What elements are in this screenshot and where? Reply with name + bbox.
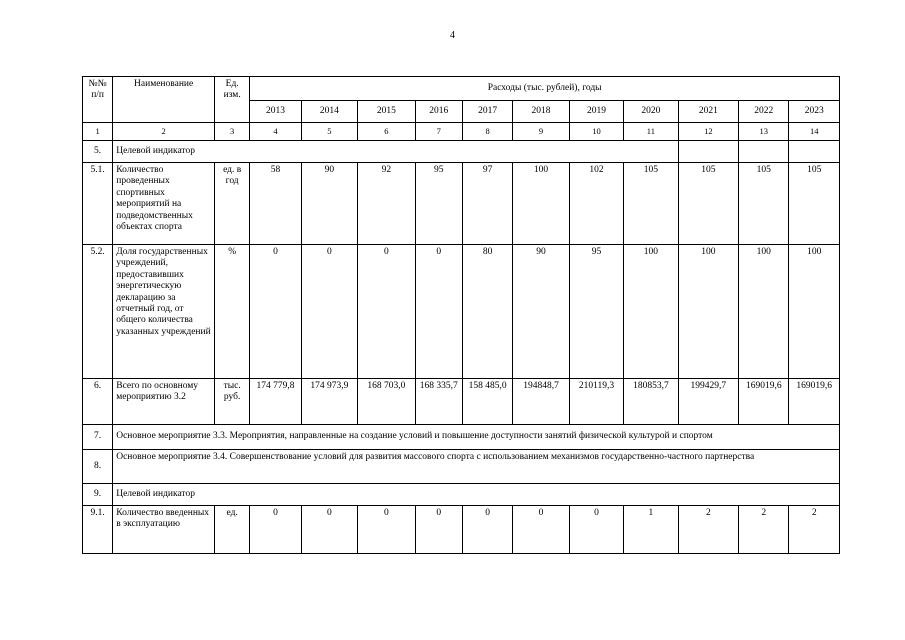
row-title: Целевой индикатор <box>113 141 678 163</box>
column-number: 1 <box>83 123 113 141</box>
row-name: Количество введенных в эксплуатацию <box>113 506 215 554</box>
value-cell: 0 <box>250 245 301 379</box>
page-number: 4 <box>450 30 455 41</box>
column-number: 6 <box>358 123 415 141</box>
value-cell: 97 <box>462 163 512 245</box>
value-cell: 0 <box>415 506 462 554</box>
table-row <box>83 425 840 450</box>
year-cell: 2014 <box>301 101 357 123</box>
row-num: 5.2. <box>83 245 113 379</box>
row-unit: тыс. руб. <box>215 379 250 425</box>
year-cell: 2020 <box>624 101 678 123</box>
value-cell: 169019,6 <box>739 379 789 425</box>
column-number: 9 <box>513 123 569 141</box>
table-row <box>83 450 840 484</box>
column-number: 5 <box>301 123 357 141</box>
value-cell: 0 <box>462 506 512 554</box>
row-name: Всего по основному мероприятию 3.2 <box>113 379 215 425</box>
year-cell: 2023 <box>789 101 840 123</box>
column-number: 7 <box>415 123 462 141</box>
year-cell: 2021 <box>678 101 738 123</box>
value-cell: 100 <box>739 245 789 379</box>
column-number: 2 <box>113 123 215 141</box>
table-row <box>83 484 840 506</box>
value-cell: 0 <box>415 245 462 379</box>
column-number: 8 <box>462 123 512 141</box>
header-unit: Ед. изм. <box>215 77 250 123</box>
row-unit: ед. в год <box>215 163 250 245</box>
column-number: 11 <box>624 123 678 141</box>
row-name: Количество проведенных спортивных мероприятий на подведомственных объектах спорта <box>113 163 215 245</box>
value-cell: 100 <box>789 245 840 379</box>
row-num: 5. <box>83 141 113 163</box>
value-cell: 194848,7 <box>513 379 569 425</box>
row-num: 7. <box>83 425 113 450</box>
value-cell: 174 973,9 <box>301 379 357 425</box>
value-cell: 105 <box>678 163 738 245</box>
value-cell: 100 <box>513 163 569 245</box>
value-cell: 102 <box>569 163 623 245</box>
column-number: 14 <box>789 123 840 141</box>
value-cell: 158 485,0 <box>462 379 512 425</box>
value-cell: 180853,7 <box>624 379 678 425</box>
header-expenses: Расходы (тыс. рублей), годы <box>250 77 840 101</box>
row-num: 6. <box>83 379 113 425</box>
value-cell: 95 <box>569 245 623 379</box>
value-cell: 90 <box>513 245 569 379</box>
value-cell: 199429,7 <box>678 379 738 425</box>
row-title: Основное мероприятие 3.3. Мероприятия, направленные на создание условий и повышение доступности занятий физической культурой и спортом <box>113 425 840 450</box>
value-cell: 0 <box>513 506 569 554</box>
value-cell: 95 <box>415 163 462 245</box>
table-row <box>83 379 840 425</box>
row-num: 8. <box>83 450 113 484</box>
row-num: 9.1. <box>83 506 113 554</box>
year-cell: 2018 <box>513 101 569 123</box>
column-number: 10 <box>569 123 623 141</box>
value-cell: 0 <box>301 506 357 554</box>
value-cell: 0 <box>301 245 357 379</box>
value-cell: 105 <box>789 163 840 245</box>
expenses-table <box>82 76 840 554</box>
value-cell: 2 <box>739 506 789 554</box>
value-cell: 0 <box>569 506 623 554</box>
value-cell: 92 <box>358 163 415 245</box>
column-number: 12 <box>678 123 738 141</box>
year-cell: 2017 <box>462 101 512 123</box>
empty-cell <box>739 141 789 163</box>
table-row <box>83 163 840 245</box>
header-name: Наименование <box>113 77 215 123</box>
value-cell: 0 <box>250 506 301 554</box>
year-cell: 2022 <box>739 101 789 123</box>
row-title: Целевой индикатор <box>113 484 840 506</box>
value-cell: 168 335,7 <box>415 379 462 425</box>
empty-cell <box>678 141 738 163</box>
value-cell: 1 <box>624 506 678 554</box>
value-cell: 80 <box>462 245 512 379</box>
row-num: 9. <box>83 484 113 506</box>
year-cell: 2019 <box>569 101 623 123</box>
value-cell: 2 <box>789 506 840 554</box>
value-cell: 90 <box>301 163 357 245</box>
value-cell: 100 <box>624 245 678 379</box>
value-cell: 2 <box>678 506 738 554</box>
value-cell: 169019,6 <box>789 379 840 425</box>
column-number: 3 <box>215 123 250 141</box>
row-title: Основное мероприятие 3.4. Совершенствование условий для развития массового спорта с использованием механизмов государственно-частного партнерства <box>113 450 840 484</box>
table-row <box>83 141 840 163</box>
row-unit: % <box>215 245 250 379</box>
row-num: 5.1. <box>83 163 113 245</box>
header-num: №№ п/п <box>83 77 113 123</box>
year-cell: 2016 <box>415 101 462 123</box>
year-cell: 2013 <box>250 101 301 123</box>
value-cell: 174 779,8 <box>250 379 301 425</box>
table-row <box>83 245 840 379</box>
value-cell: 105 <box>739 163 789 245</box>
row-name: Доля государственных учреждений, предоставивших энергетическую декларацию за отчетный год, от общего количества указанных учреждений <box>113 245 215 379</box>
row-unit: ед. <box>215 506 250 554</box>
value-cell: 0 <box>358 506 415 554</box>
column-number: 4 <box>250 123 301 141</box>
value-cell: 210119,3 <box>569 379 623 425</box>
table-row <box>83 506 840 554</box>
empty-cell <box>789 141 840 163</box>
value-cell: 0 <box>358 245 415 379</box>
value-cell: 58 <box>250 163 301 245</box>
column-number: 13 <box>739 123 789 141</box>
value-cell: 100 <box>678 245 738 379</box>
value-cell: 105 <box>624 163 678 245</box>
year-cell: 2015 <box>358 101 415 123</box>
value-cell: 168 703,0 <box>358 379 415 425</box>
